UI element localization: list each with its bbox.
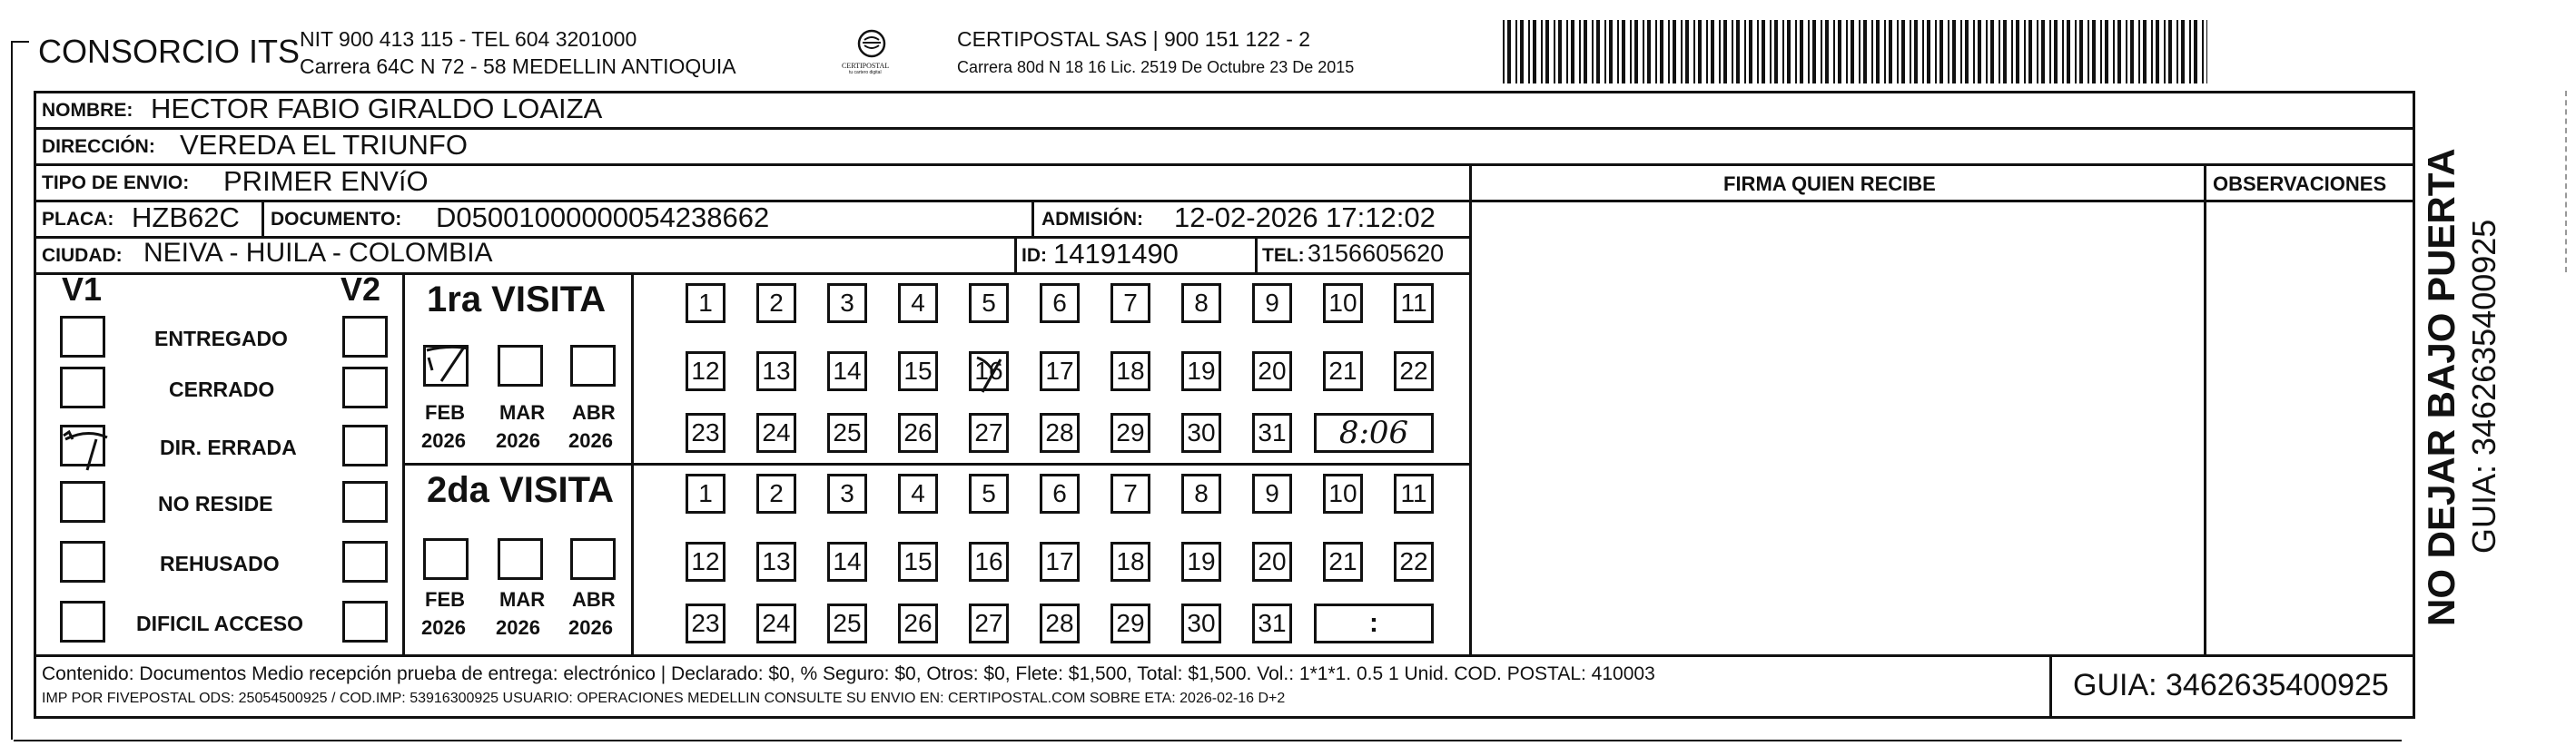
- time-value: :: [1369, 608, 1378, 638]
- day16-check-mark: [970, 352, 1015, 398]
- year-label: 2026: [568, 429, 613, 452]
- nit-line: NIT 900 413 115 - TEL 604 3201000: [300, 27, 637, 51]
- v2-checkbox[interactable]: [342, 481, 388, 523]
- footer-guia: GUIA: 3462635400925: [2073, 668, 2389, 702]
- feb-check-mark: [423, 343, 474, 388]
- firma-header: FIRMA QUIEN RECIBE: [1723, 172, 1936, 195]
- day-cell[interactable]: 16: [969, 542, 1009, 582]
- day-cell[interactable]: 18: [1110, 351, 1150, 391]
- documento-value: D05001000000054238662: [436, 201, 770, 233]
- day-cell[interactable]: 12: [686, 542, 725, 582]
- day-cell[interactable]: 23: [686, 413, 725, 453]
- barcode: [1503, 20, 2209, 83]
- v2-checkbox[interactable]: [342, 601, 388, 643]
- day-cell[interactable]: 24: [756, 413, 796, 453]
- month-label: MAR: [499, 588, 546, 611]
- month-checkbox[interactable]: [423, 538, 469, 580]
- ciudad-value: NEIVA - HUILA - COLOMBIA: [143, 238, 493, 268]
- status-option-label: DIFICIL ACCESO: [136, 612, 304, 635]
- admision-label: ADMISIÓN:: [1041, 209, 1143, 230]
- day-cell[interactable]: 19: [1181, 542, 1221, 582]
- day-cell[interactable]: 20: [1252, 542, 1292, 582]
- company-name: CONSORCIO ITS: [38, 33, 301, 70]
- day-cell[interactable]: 27: [969, 604, 1009, 643]
- day-cell[interactable]: 26: [898, 604, 938, 643]
- month-label: ABR: [572, 401, 616, 424]
- day-cell[interactable]: 10: [1323, 474, 1363, 514]
- day-cell[interactable]: 5: [969, 474, 1009, 514]
- observaciones-header: OBSERVACIONES: [2213, 172, 2387, 195]
- day-cell[interactable]: 14: [827, 351, 867, 391]
- v1-checkbox[interactable]: [60, 541, 105, 583]
- month-label: ABR: [572, 588, 616, 611]
- placa-label: PLACA:: [42, 209, 114, 230]
- v1-checkbox[interactable]: [60, 316, 105, 358]
- month-label: FEB: [425, 588, 465, 611]
- certipostal-address: Carrera 80d N 18 16 Lic. 2519 De Octubre 23 De 2015: [957, 58, 1355, 76]
- v2-checkbox[interactable]: [342, 425, 388, 466]
- logo-text: CERTIPOSTAL: [842, 62, 890, 70]
- day-cell[interactable]: 30: [1181, 604, 1221, 643]
- status-option-label: DIR. ERRADA: [160, 436, 297, 459]
- day-cell[interactable]: 7: [1110, 283, 1150, 323]
- v1-label: V1: [62, 270, 103, 308]
- time-value: 8:06: [1338, 415, 1409, 451]
- footer-imp: IMP POR FIVEPOSTAL ODS: 25054500925 / COD.IMP: 53916300925 USUARIO: OPERACIONES MEDELLIN CONSULTE SU ENVIO EN: CERTIPOSTAL.COM SOBRE ETA: 2026-02-16 D+2: [42, 691, 1286, 706]
- month-checkbox[interactable]: [498, 345, 543, 387]
- day-cell[interactable]: 15: [898, 351, 938, 391]
- day-cell[interactable]: 8: [1181, 283, 1221, 323]
- v2-checkbox[interactable]: [342, 541, 388, 583]
- day-cell[interactable]: 2: [756, 283, 796, 323]
- day-cell[interactable]: 9: [1252, 474, 1292, 514]
- nombre-label: NOMBRE:: [42, 100, 133, 121]
- day-cell[interactable]: 27: [969, 413, 1009, 453]
- day-cell[interactable]: 6: [1040, 283, 1080, 323]
- day-cell[interactable]: 17: [1040, 351, 1080, 391]
- day-cell[interactable]: 2: [756, 474, 796, 514]
- day-cell[interactable]: 10: [1323, 283, 1363, 323]
- year-label: 2026: [421, 429, 466, 452]
- year-label: 2026: [496, 616, 540, 639]
- day-cell[interactable]: 29: [1110, 413, 1150, 453]
- direccion-value: VEREDA EL TRIUNFO: [180, 129, 468, 161]
- day-cell[interactable]: 13: [756, 351, 796, 391]
- day-cell[interactable]: 6: [1040, 474, 1080, 514]
- certipostal-line: CERTIPOSTAL SAS | 900 151 122 - 2: [957, 27, 1311, 51]
- day-cell[interactable]: 11: [1394, 283, 1434, 323]
- tipo-value: PRIMER ENVíO: [223, 165, 429, 197]
- month-checkbox[interactable]: [570, 538, 616, 580]
- month-checkbox[interactable]: [570, 345, 616, 387]
- day-cell[interactable]: 4: [898, 283, 938, 323]
- tipo-label: TIPO DE ENVIO:: [42, 172, 190, 193]
- logo-subtext: tu cartero digital: [849, 70, 882, 75]
- day-cell[interactable]: 15: [898, 542, 938, 582]
- year-label: 2026: [568, 616, 613, 639]
- id-value: 14191490: [1053, 238, 1179, 270]
- day-cell[interactable]: 3: [827, 474, 867, 514]
- side-guia-text: GUIA: 3462635400925: [2465, 219, 2502, 554]
- day-cell[interactable]: 4: [898, 474, 938, 514]
- status-option-label: ENTREGADO: [154, 327, 288, 350]
- day-cell[interactable]: 28: [1040, 604, 1080, 643]
- month-checkbox[interactable]: [498, 538, 543, 580]
- side-main-text: NO DEJAR BAJO PUERTA: [2420, 148, 2462, 626]
- v1-checkbox[interactable]: [60, 601, 105, 643]
- day-cell[interactable]: 30: [1181, 413, 1221, 453]
- day-cell[interactable]: 31: [1252, 604, 1292, 643]
- company-address: Carrera 64C N 72 - 58 MEDELLIN ANTIOQUIA: [300, 54, 736, 78]
- day-cell[interactable]: 21: [1323, 351, 1363, 391]
- year-label: 2026: [421, 616, 466, 639]
- second-visit-time[interactable]: [1314, 604, 1434, 643]
- day-cell[interactable]: 9: [1252, 283, 1292, 323]
- footer-contenido: Contenido: Documentos Medio recepción prueba de entrega: electrónico | Declarado: $0, % Seguro: $0, Otros: $0, Flete: $1,500, Total: $1,500. Vol.: 1*1*1. 0.5 1 Unid. COD. POSTAL: 410003: [42, 663, 1655, 684]
- status-option-label: CERRADO: [169, 378, 275, 401]
- day-cell[interactable]: 14: [827, 542, 867, 582]
- month-label: FEB: [425, 401, 465, 424]
- first-visit-time[interactable]: [1314, 413, 1434, 453]
- day-cell[interactable]: 20: [1252, 351, 1292, 391]
- day-cell[interactable]: 16: [969, 351, 1009, 391]
- day-cell[interactable]: 3: [827, 283, 867, 323]
- day-cell[interactable]: 22: [1394, 542, 1434, 582]
- right-edge-marks: [2565, 91, 2570, 272]
- day-cell[interactable]: 11: [1394, 474, 1434, 514]
- v2-checkbox[interactable]: [342, 316, 388, 358]
- v2-label: V2: [341, 270, 381, 308]
- day-cell[interactable]: 26: [898, 413, 938, 453]
- day-cell[interactable]: 5: [969, 283, 1009, 323]
- day-cell[interactable]: 1: [686, 283, 725, 323]
- v1-checkbox[interactable]: [60, 481, 105, 523]
- documento-label: DOCUMENTO:: [271, 209, 402, 230]
- ciudad-label: CIUDAD:: [42, 245, 123, 266]
- side-text: [2420, 118, 2520, 626]
- day-cell[interactable]: 25: [827, 604, 867, 643]
- certipostal-logo: [840, 27, 903, 77]
- dir-errada-check-mark: [60, 427, 114, 477]
- day-cell[interactable]: 25: [827, 413, 867, 453]
- day-cell[interactable]: 29: [1110, 604, 1150, 643]
- day-cell[interactable]: 1: [686, 474, 725, 514]
- day-cell[interactable]: 7: [1110, 474, 1150, 514]
- nombre-value: HECTOR FABIO GIRALDO LOAIZA: [151, 93, 603, 124]
- v1-checkbox[interactable]: [60, 367, 105, 408]
- second-visit-title: 2da VISITA: [427, 470, 614, 510]
- tel-label: TEL:: [1262, 245, 1305, 266]
- day-cell[interactable]: 8: [1181, 474, 1221, 514]
- status-option-label: REHUSADO: [160, 552, 280, 575]
- v2-checkbox[interactable]: [342, 367, 388, 408]
- admision-value: 12-02-2026 17:12:02: [1174, 201, 1436, 233]
- month-label: MAR: [499, 401, 546, 424]
- first-visit-title: 1ra VISITA: [427, 280, 607, 319]
- day-cell[interactable]: 28: [1040, 413, 1080, 453]
- placa-value: HZB62C: [132, 201, 240, 233]
- status-option-label: NO RESIDE: [158, 492, 273, 515]
- tel-value: 3156605620: [1308, 240, 1445, 267]
- id-label: ID:: [1022, 245, 1047, 266]
- day-cell[interactable]: 23: [686, 604, 725, 643]
- day-cell[interactable]: 31: [1252, 413, 1292, 453]
- day-cell[interactable]: 13: [756, 542, 796, 582]
- year-label: 2026: [496, 429, 540, 452]
- day-cell[interactable]: 12: [686, 351, 725, 391]
- direccion-label: DIRECCIÓN:: [42, 136, 155, 157]
- day-cell[interactable]: 24: [756, 604, 796, 643]
- day-cell[interactable]: 22: [1394, 351, 1434, 391]
- day-cell[interactable]: 21: [1323, 542, 1363, 582]
- day-cell[interactable]: 19: [1181, 351, 1221, 391]
- day-cell[interactable]: 18: [1110, 542, 1150, 582]
- day-cell[interactable]: 17: [1040, 542, 1080, 582]
